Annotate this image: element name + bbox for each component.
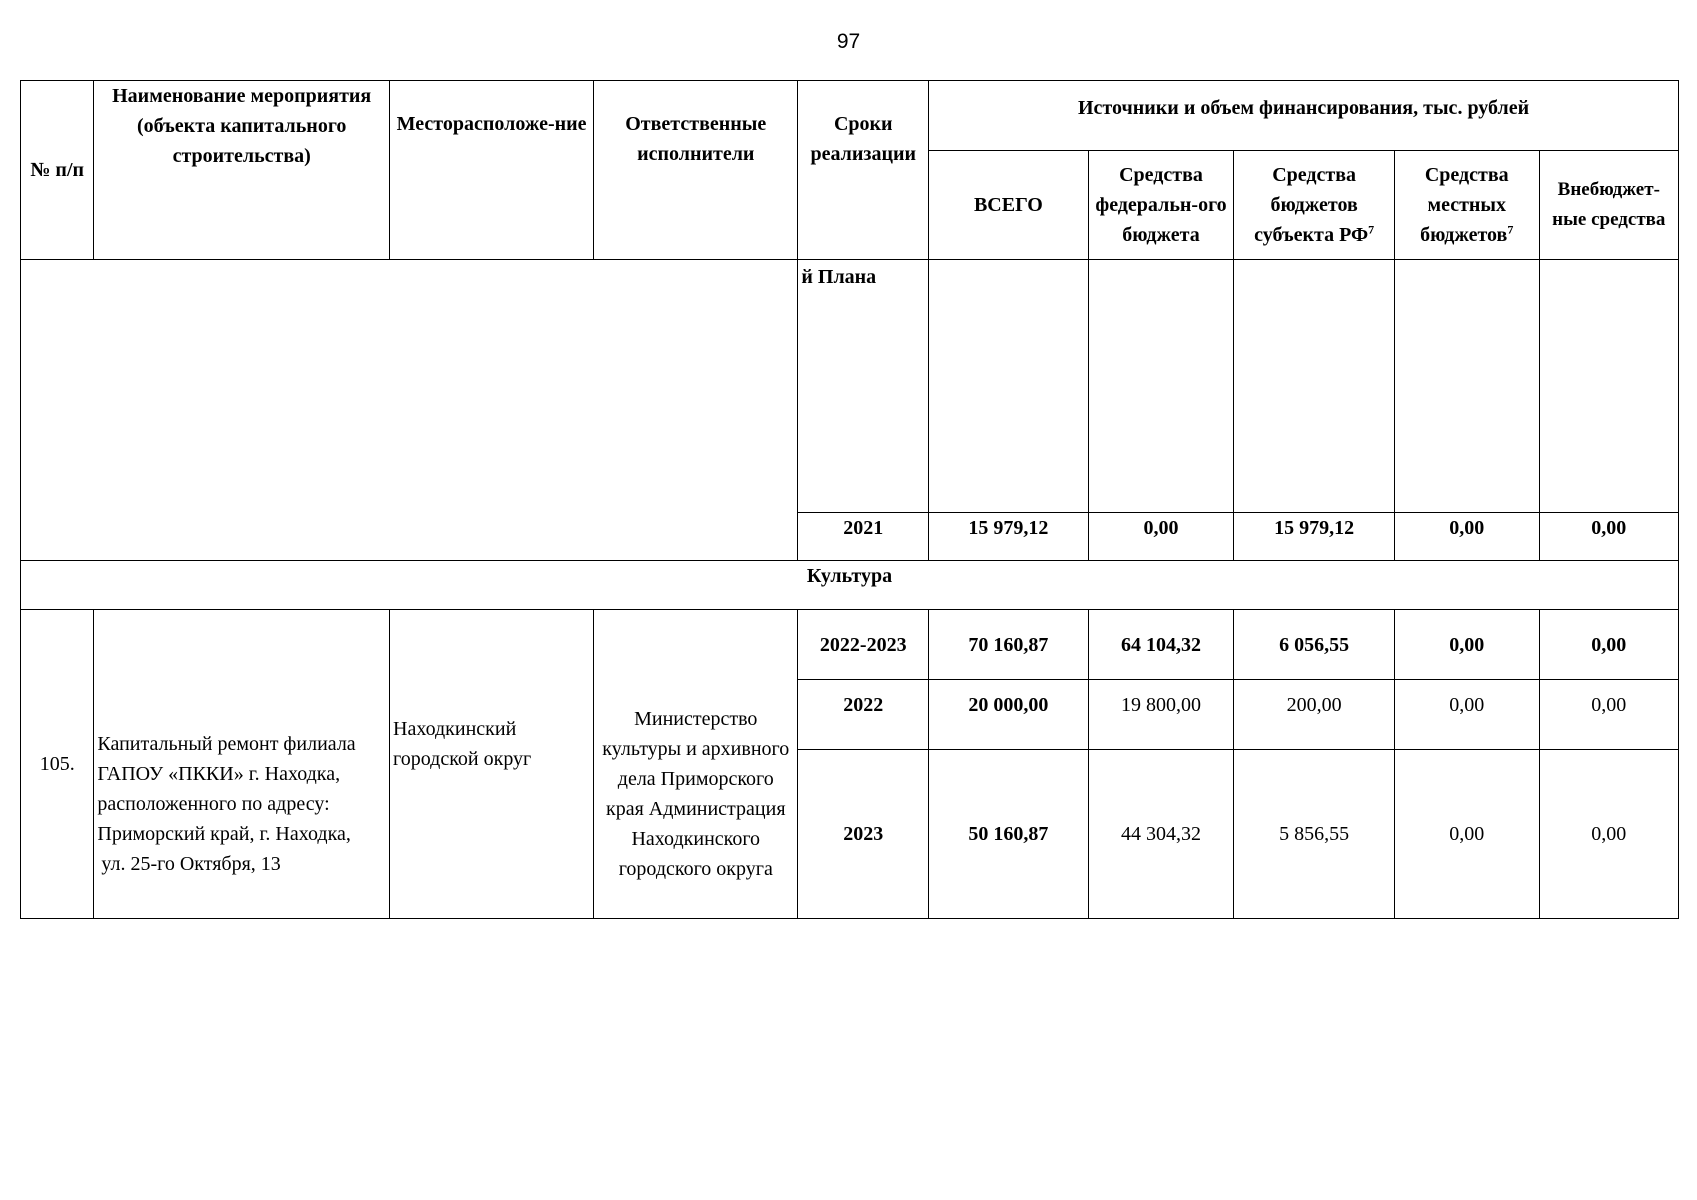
header-location: Месторасположе-ние bbox=[390, 81, 594, 260]
row-105-year: 2022-2023 bbox=[798, 610, 929, 680]
row-105-subject: 5 856,55 bbox=[1234, 750, 1395, 919]
row-105-executors: Министерство культуры и архивного дела Приморского края Администрация Находкинского городского округа bbox=[594, 610, 798, 919]
header-offbudget: Внебюджет-ные средства bbox=[1539, 151, 1678, 260]
partial-empty-cell bbox=[929, 260, 1089, 513]
row-105-federal: 44 304,32 bbox=[1088, 750, 1234, 919]
row-105-local: 0,00 bbox=[1394, 610, 1539, 680]
row-105-federal: 19 800,00 bbox=[1088, 680, 1234, 750]
financing-table bbox=[20, 80, 1679, 919]
header-sources: Источники и объем финансирования, тыс. рублей bbox=[929, 81, 1679, 151]
header-subject bbox=[1234, 151, 1395, 260]
partial-subject: 15 979,12 bbox=[1234, 513, 1395, 561]
partial-empty-cell bbox=[1234, 260, 1395, 513]
row-105-offbudget: 0,00 bbox=[1539, 610, 1678, 680]
row-105-total: 70 160,87 bbox=[929, 610, 1089, 680]
row-105-subject: 200,00 bbox=[1234, 680, 1395, 750]
header-name: Наименование мероприятия (объекта капитального строительства) bbox=[94, 81, 390, 260]
header-executors: Ответственные исполнители bbox=[594, 81, 798, 260]
partial-federal: 0,00 bbox=[1088, 513, 1234, 561]
header-local-text: Средства местных бюджетов bbox=[1420, 164, 1509, 246]
header-terms: Сроки реализации bbox=[798, 81, 929, 260]
row-105-offbudget: 0,00 bbox=[1539, 750, 1678, 919]
page-number: 97 bbox=[836, 30, 861, 53]
row-105-address-line: ул. 25-го Октября, 13 bbox=[101, 853, 281, 875]
row-105-federal: 64 104,32 bbox=[1088, 610, 1234, 680]
row-105-name bbox=[94, 610, 390, 919]
row-105-year: 2022 bbox=[798, 680, 929, 750]
header-local bbox=[1394, 151, 1539, 260]
section-heading: Культура bbox=[21, 561, 1679, 610]
partial-empty-cell bbox=[1539, 260, 1678, 513]
header-federal: Средства федеральн-ого бюджета bbox=[1088, 151, 1234, 260]
row-105-year: 2023 bbox=[798, 750, 929, 919]
row-105-offbudget: 0,00 bbox=[1539, 680, 1678, 750]
header-num: № п/п bbox=[21, 81, 94, 260]
partial-empty-cell bbox=[1088, 260, 1234, 513]
header-local-footnote: 7 bbox=[1507, 222, 1514, 237]
partial-offbudget: 0,00 bbox=[1539, 513, 1678, 561]
partial-total: 15 979,12 bbox=[929, 513, 1089, 561]
partial-empty-area bbox=[21, 260, 798, 561]
partial-fragment: й Плана bbox=[798, 260, 929, 513]
row-105-total: 20 000,00 bbox=[929, 680, 1089, 750]
header-subject-text: Средства бюджетов субъекта РФ bbox=[1254, 164, 1369, 246]
row-105-name-text: Капитальный ремонт филиала ГАПОУ «ПККИ» г. Находка, расположенного по адресу: Приморский край, г. Находка, bbox=[97, 733, 356, 845]
row-105-subject: 6 056,55 bbox=[1234, 610, 1395, 680]
partial-empty-cell bbox=[1394, 260, 1539, 513]
header-total: ВСЕГО bbox=[929, 151, 1089, 260]
header-subject-footnote: 7 bbox=[1368, 222, 1375, 237]
partial-local: 0,00 bbox=[1394, 513, 1539, 561]
row-105-location: Находкинский городской округ bbox=[390, 610, 594, 919]
partial-year: 2021 bbox=[798, 513, 929, 561]
row-105-total: 50 160,87 bbox=[929, 750, 1089, 919]
row-105-local: 0,00 bbox=[1394, 750, 1539, 919]
row-105-local: 0,00 bbox=[1394, 680, 1539, 750]
row-105-num: 105. bbox=[21, 610, 94, 919]
